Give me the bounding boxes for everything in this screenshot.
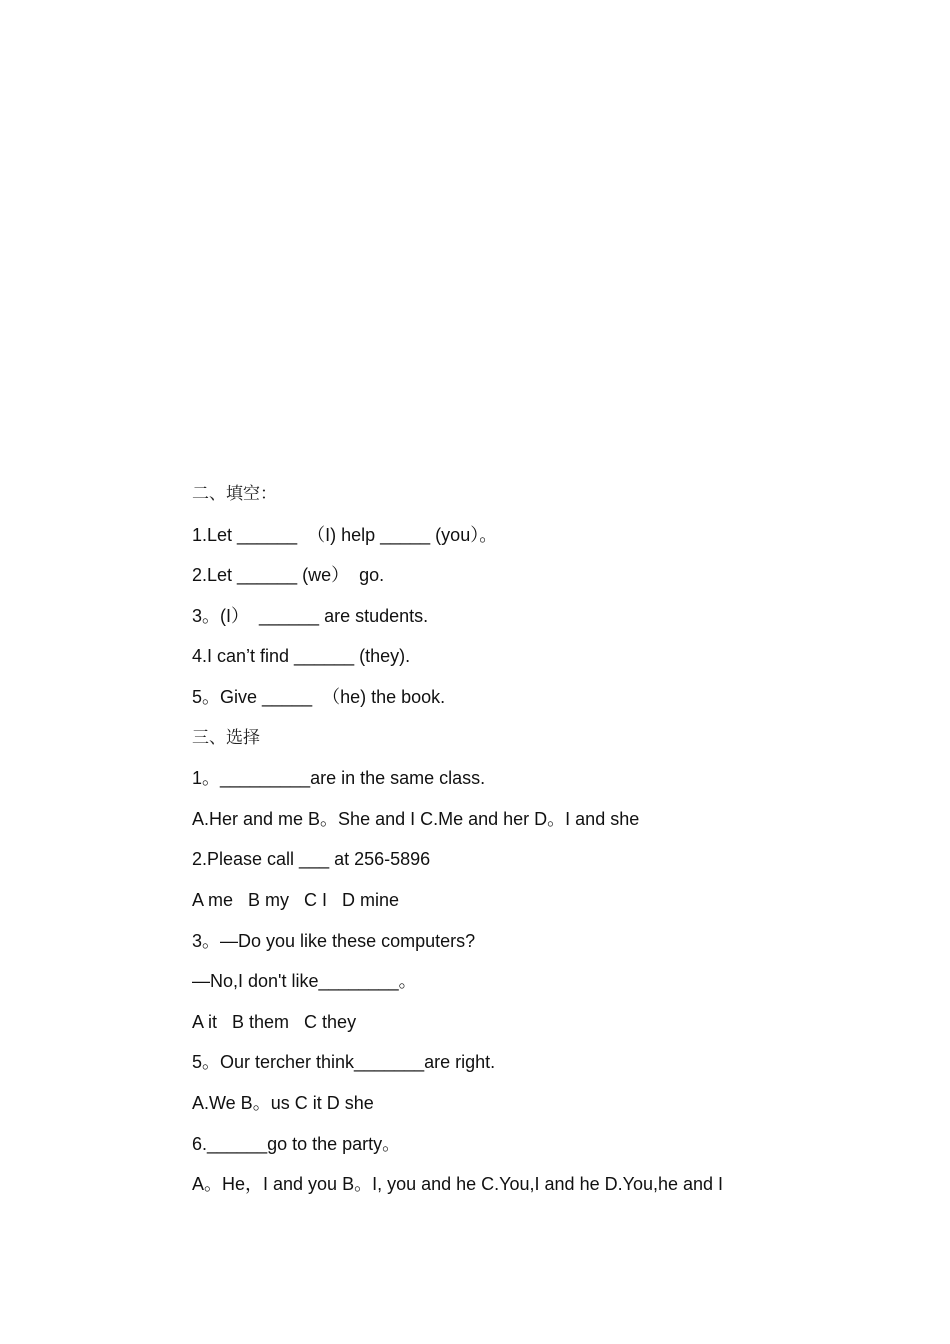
choice-options-2: A me B my C I D mine bbox=[192, 889, 400, 910]
choice-question-3: 3。—Do you like these computers? bbox=[192, 930, 476, 951]
section-heading-fill-in: 二、填空： bbox=[192, 484, 277, 504]
choice-options-5: A.We B。us C it D she bbox=[192, 1092, 374, 1113]
fill-in-item-1: 1.Let ______ （I) help _____ (you）。 bbox=[192, 524, 498, 545]
choice-question-3-answer: —No,I don't like________。 bbox=[192, 971, 417, 992]
choice-question-5: 5。Our tercher think_______are right. bbox=[192, 1052, 496, 1073]
choice-options-3: A it B them C they bbox=[192, 1011, 357, 1032]
fill-in-item-5: 5。Give _____ （he) the book. bbox=[192, 686, 446, 707]
fill-in-item-2: 2.Let ______ (we） go. bbox=[192, 565, 385, 586]
fill-in-item-4: 4.I can’t find ______ (they). bbox=[192, 646, 411, 667]
choice-options-6: A。He，I and you B。I, you and he C.You,I and he D.You,he and I bbox=[192, 1174, 724, 1195]
section-heading-choice: 三、选择 bbox=[192, 727, 260, 748]
exercise-content bbox=[192, 479, 892, 1210]
choice-question-2: 2.Please call ___ at 256-5896 bbox=[192, 849, 431, 870]
fill-in-item-3: 3。(I） ______ are students. bbox=[192, 605, 429, 626]
choice-question-1: 1。_________are in the same class. bbox=[192, 768, 486, 789]
choice-question-6: 6.______go to the party。 bbox=[192, 1133, 401, 1154]
choice-options-1: A.Her and me B。She and I C.Me and her D。I and she bbox=[192, 808, 640, 829]
